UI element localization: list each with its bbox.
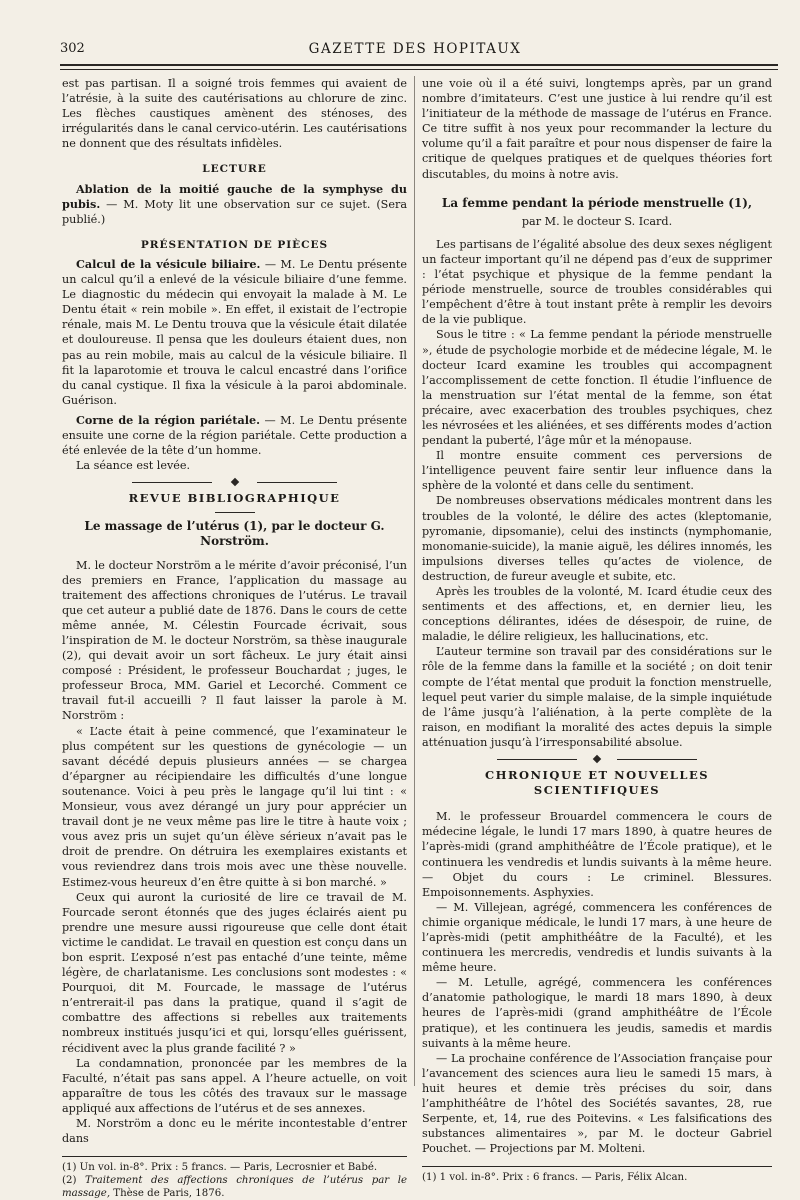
- running-title: GAZETTE DES HOPITAUX: [308, 41, 522, 57]
- page-header: [60, 38, 770, 60]
- paragraph: — M. Villejean, agrégé, commencera les conférences de chimie organique médicale, le lundi 17 mars, à une heure de l’après-midi (petit amphithéâtre de la Faculté), et les continuera les mercredis, vendredis et lundis suivants à la même heure.: [422, 900, 772, 975]
- paragraph: La condamnation, prononcée par les membres de la Faculté, n’était pas sans appel. A l’heure actuelle, on voit apparaître de tous les côtés des travaux sur le massage appliqué aux affections de l’utérus et de ses annexes.: [62, 1056, 407, 1115]
- short-rule: [215, 512, 255, 513]
- paragraph: une voie où il a été suivi, longtemps après, par un grand nombre d’imitateurs. C’est une justice à lui rendre qu’il est l’initiateur de la méthode de massage de l’utérus en France. Ce titre suffit à nos yeux pour recommander la lecture du volume qu’il a fait paraître et pour nous dispenser de faire la critique de quelques pratiques et de quelques théories fort discutables, du moins à notre avis.: [422, 77, 772, 181]
- ornament-divider: [422, 755, 772, 763]
- paragraph: Après les troubles de la volonté, M. Icard étudie ceux des sentiments et des affections, et, en dernier lieu, les conceptions délirantes, idées de désespoir, de ruine, de maladie, le délire religieux, les hallucinations, etc.: [422, 585, 772, 644]
- paragraph-seance: La séance est levée.: [76, 459, 191, 473]
- paragraph: Sous le titre : « La femme pendant la période menstruelle », étude de psychologie morbide et de médecine légale, M. le docteur Icard examine les troubles qui accompagnent l’accomplissement de cette fonction. Il étudie l’influence de la menstruation sur l’état mental de la femme, son état précaire, avec exacerbation des troubles psychiques, chez les névrosées et les aliénées, et ses différents modes d’action pendant la puberté, l’âge mûr et la ménopause.: [422, 328, 772, 448]
- paragraph: — La prochaine conférence de l’Association française pour l’avancement des sciences aura lieu le samedi 15 mars, à huit heures et demie très précises du soir, dans l’amphithéâtre de l’hôtel des Sociétés savantes, 28, rue Serpente, et, 14, rue des Poitevins. « Les falsifications des substances alimentaires », par M. le docteur Gabriel Pouchet. — Projections par M. Molteni.: [422, 1051, 772, 1156]
- footnote-1: (1) Un vol. in-8°. Prix : 5 francs. — Paris, Lecrosnier et Babé.: [62, 1162, 378, 1174]
- footnote-rule: [422, 1166, 772, 1167]
- run-body: — M. Le Dentu présente ensuite une corne de la région pariétale. Cette production a été enlevée de la tête d’un homme.: [62, 413, 407, 458]
- paragraph-calcul: [62, 257, 407, 408]
- header-rule: [60, 64, 778, 66]
- section-title-lecture: LECTURE: [202, 163, 267, 176]
- run-head: Ablation de la moitié gauche de la symphyse du pubis.: [62, 181, 407, 211]
- run-body: — M. Moty lit une observation sur ce sujet. (Sera publié.): [62, 197, 407, 226]
- paragraph: — M. Letulle, agrégé, commencera les conférences d’anatomie pathologique, le mardi 18 mars 1890, à deux heures de l’après-midi (grand amphithéâtre de l’École pratique), et les continuera les jeudis, samedis et mardis suivants à la même heure.: [422, 976, 772, 1050]
- page-number: 302: [60, 41, 85, 56]
- paragraph: Ceux qui auront la curiosité de lire ce travail de M. Fourcade seront étonnés que des juges éclairés aient pu prendre une mesure aussi rigoureuse que celle dont était victime le candidat. Le travail en question est conçu dans un bon esprit. L’exposé n’est pas entaché d’une teinte, même légère, de charlatanisme. Les conclusions sont modestes : « Pourquoi, dit M. Fourcade, le massage de l’utérus n’entrerait-il pas dans la pratique, quand il s’agit de combattre des affections si rebelles aux traitements nombreux institués jusqu’ici et qui, lorsqu’elles guérissent, récidivent avec la plus grande facilité ? »: [62, 890, 407, 1055]
- paragraph: est pas partisan. Il a soigné trois femmes qui avaient de l’atrésie, à la suite des cautérisations au chlorure de zinc. Les flèches caustiques amènent des sténoses, des irrégularités dans le canal cervico-utérin. Les cautérisations ne donnent que des résultats infidèles.: [62, 77, 407, 151]
- article-title-femme: La femme pendant la période menstruelle (1),: [441, 195, 753, 210]
- run-body: — M. Le Dentu présente un calcul qu’il a enlevé de la vésicule biliaire d’une femme. Le diagnostic du médecin qui envoyait la malade à M. Le Dentu était « rein mobile ». En effet, il existait de l’ectropie rénale, mais M. Le Dentu trouva que la vésicule était dilatée et douloureuse. Il pensa que les douleurs étaient dues, non pas au rein mobile, mais au calcul de la vésicule biliaire. Il fit la laparotomie et trouva le calcul encastré dans l’orifice du canal cystique. Il fixa la vésicule à la paroi abdominale. Guérison.: [62, 257, 407, 407]
- left-column: [62, 76, 407, 1200]
- article-byline: par M. le docteur S. Icard.: [521, 214, 673, 228]
- run-head: Corne de la région pariétale.: [76, 412, 260, 427]
- section-title-presentation: PRÉSENTATION DE PIÈCES: [140, 238, 329, 251]
- paragraph: Il montre ensuite comment ces perversions de l’intelligence peuvent faire sentir leur influence dans la sphère de la volonté et dans celle du sentiment.: [422, 449, 772, 493]
- footnote-2: (2) Traitement des affections chroniques de l’utérus par le massage, Thèse de Paris, 1876.: [62, 1175, 407, 1200]
- paragraph: M. le professeur Brouardel commencera le cours de médecine légale, le lundi 17 mars 1890, à quatre heures de l’après-midi (grand amphithéâtre de l’École pratique), et le continuera les vendredis et lundis suivants à la même heure. — Objet du cours : Le criminel. Blessures. Empoisonnements. Asphyxies.: [422, 810, 772, 899]
- paragraph: De nombreuses observations médicales montrent dans les troubles de la volonté, le délire des actes (kleptomanie, pyromanie, dipsomanie), celui des instincts (nymphomanie, monomanie-suicide), la manie aiguë, les délires innomés, les impulsions diverses telles qu’actes de violence, de destruction, de fureur aveugle et subite, etc.: [422, 494, 772, 583]
- column-divider: [414, 76, 415, 1086]
- paragraph-lecture: [62, 182, 407, 227]
- section-title-revue: REVUE BIBLIOGRAPHIQUE: [128, 491, 341, 506]
- paragraph: « L’acte était à peine commencé, que l’examinateur le plus compétent sur les questions de gynécologie — un savant décédé depuis plusieurs années — se chargea d’épargner au récipiendaire les difficultés d’une longue soutenance. Voici à peu près le langage qu’il lui tint : « Monsieur, vous avez dérangé un jury pour apprécier un travail dont je ne veux même pas lire le titre à haute voix ; vous avez pris un sujet qu’un élève sérieux n’avait pas le droit de prendre. On détruira les exemplaires existants et vous reviendrez dans trois mois avec une thèse nouvelle. Estimez-vous heureux d’en être quitte à si bon marché. »: [62, 724, 407, 889]
- article-title-massage: Le massage de l’utérus (1), par le docteur G. Norström.: [84, 519, 385, 549]
- footnote-right-1: (1) 1 vol. in-8°. Prix : 6 francs. — Paris, Félix Alcan.: [422, 1172, 688, 1184]
- paragraph: Les partisans de l’égalité absolue des deux sexes négligent un facteur important qu’il ne dépend pas d’eux de supprimer : l’état psychique et physique de la femme pendant la période menstruelle, source de troubles considérables qui l’empêchent d’être à tout instant prête à remplir les devoirs de la vie publique.: [422, 237, 772, 327]
- ornament-divider: [62, 478, 407, 486]
- paragraph: M. Norström a donc eu le mérite incontestable d’entrer dans: [62, 1117, 407, 1146]
- paragraph: M. le docteur Norström a le mérite d’avoir préconisé, l’un des premiers en France, l’application du massage au traitement des affections chroniques de l’utérus. Le travail que cet auteur a publié date de 1876. Dans le cours de cette même année, M. Célestin Fourcade écrivait, sous l’inspiration de M. le docteur Norström, sa thèse inaugurale (2), qui devait avoir un sort fâcheux. Le jury était ainsi composé : Président, le professeur Bouchardat ; juges, le professeur Broca, MM. Gariel et Lecorché. Comment ce travail fut-il accueilli ? Il faut laisser la parole à M. Norström :: [62, 558, 407, 723]
- footnote-rule: [62, 1156, 407, 1157]
- paragraph-corne: [62, 413, 407, 458]
- paragraph: L’auteur termine son travail par des considérations sur le rôle de la femme dans la famille et la société ; on doit tenir compte de l’état mental que produit la fonction menstruelle, lequel peut varier du simple malaise, de la simple inquiétude de l’âme jusqu’à l’aliénation, à la perte complète de la raison, en modifiant la moralité des actes depuis la simple atténuation jusqu’à l’irresponsabilité absolue.: [422, 645, 772, 749]
- section-title-chronique: CHRONIQUE ET NOUVELLES SCIENTIFIQUES: [484, 768, 710, 798]
- right-column: [422, 76, 772, 1184]
- run-head: Calcul de la vésicule biliaire.: [76, 256, 261, 271]
- header-rule-thin: [60, 69, 778, 70]
